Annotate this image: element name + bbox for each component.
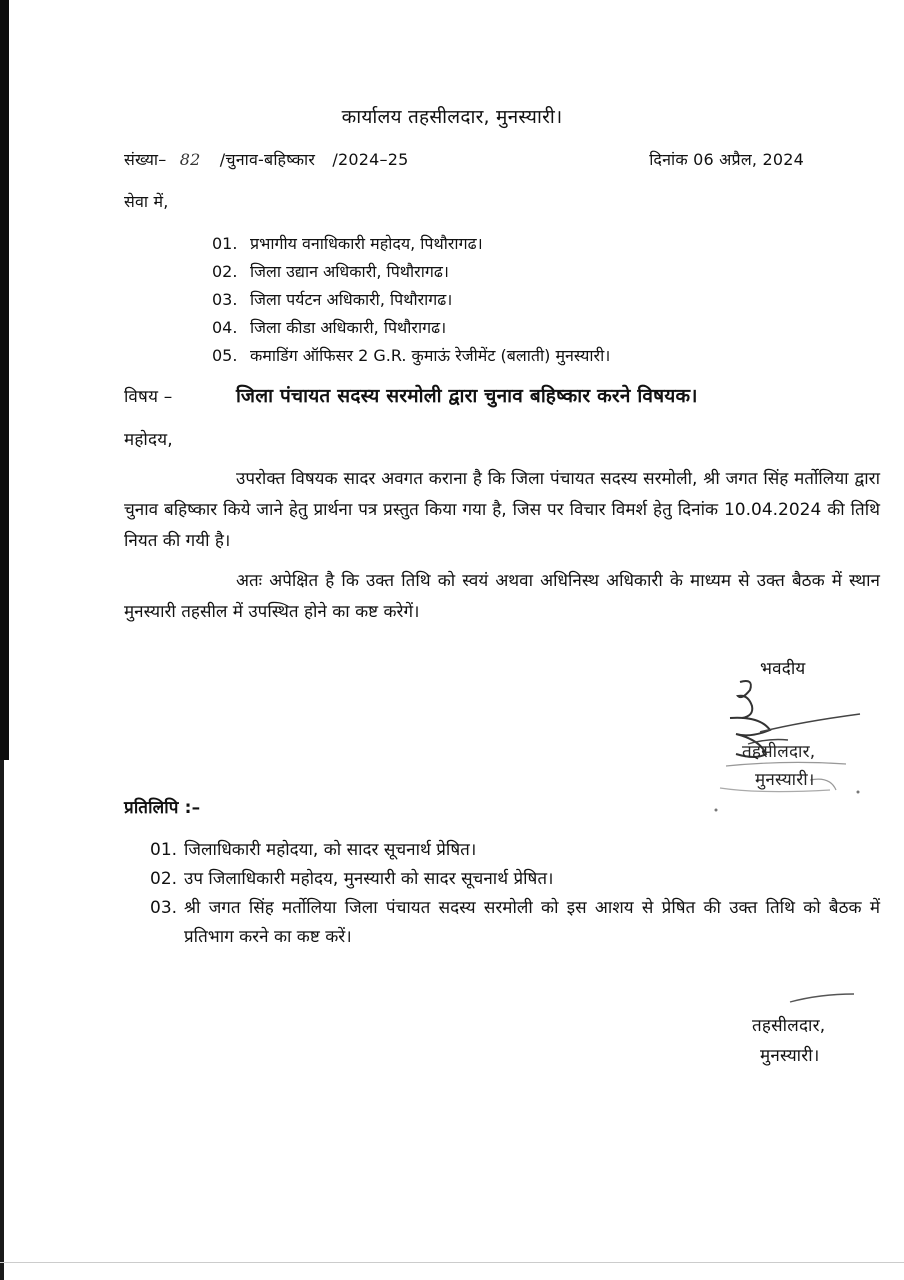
- signature-place: मुनस्यारी।: [755, 770, 815, 790]
- signature-stroke: [786, 990, 858, 1006]
- subject-line: [124, 384, 698, 409]
- body-paragraph-1: उपरोक्त विषयक सादर अवगत कराना है कि जिला पंचायत सदस्य सरमोली, श्री जगत सिंह मर्तोलिया द्वारा चुनाव बहिष्कार किये जाने हेतु प्रार्थना पत्र प्रस्तुत किया गया है, जिस पर विचार विमर्श हेतु दिनांक 10.04.2024 की तिथि नियत की गयी है।: [124, 469, 880, 551]
- reference-prefix: संख्या–: [124, 150, 167, 169]
- list-item: 03. जिला पर्यटन अधिकारी, पिथौरागढ।: [212, 290, 453, 309]
- list-item: 03. श्री जगत सिंह मर्तोलिया जिला पंचायत सदस्य सरमोली को इस आशय से प्रेषित की उक्त तिथि को बैठक में प्रतिभाग करने का कष्ट करें।: [150, 898, 880, 947]
- reference-year: /2024–25: [332, 150, 409, 169]
- signature-title: तहसीलदार,: [742, 742, 816, 762]
- page-bottom-edge: [0, 1262, 904, 1263]
- reference-number: 82: [179, 150, 201, 169]
- body-paragraph-2: अतः अपेक्षित है कि उक्त तिथि को स्वयं अथवा अधिनिस्थ अधिकारी के माध्यम से उक्त बैठक में स्थान मुनस्यारी तहसील में उपस्थित होने का कष्ट करेगें।: [124, 571, 880, 622]
- office-heading: कार्यालय तहसीलदार, मुनस्यारी।: [341, 106, 563, 128]
- closing-text: भवदीय: [760, 659, 806, 679]
- letter-date: दिनांक 06 अप्रैल, 2024: [649, 150, 804, 169]
- list-item: 01. जिलाधिकारी महोदया, को सादर सूचनार्थ प्रेषित।: [150, 840, 477, 860]
- copy-to-label: प्रतिलिपि :–: [124, 798, 201, 818]
- reference-subject-code: /चुनाव-बहिष्कार: [219, 150, 316, 169]
- final-signature-place: मुनस्यारी।: [760, 1046, 820, 1066]
- list-item: 04. जिला कीडा अधिकारी, पिथौरागढ।: [212, 318, 447, 337]
- list-item: 02. उप जिलाधिकारी महोदय, मुनस्यारी को सादर सूचनार्थ प्रेषित।: [150, 869, 554, 889]
- list-item: 05. कमाडिंग ऑफिसर 2 G.R. कुमाऊं रेजीमेंट (बलाती) मुनस्यारी।: [212, 346, 611, 365]
- subject-label: विषय –: [124, 387, 173, 407]
- reference-line: [124, 148, 804, 172]
- list-item: 02. जिला उद्यान अधिकारी, पिथौरागढ।: [212, 262, 449, 281]
- salutation-to: सेवा में,: [124, 192, 169, 211]
- copy-list: [150, 836, 880, 952]
- final-signature-title: तहसीलदार,: [752, 1016, 826, 1036]
- list-item: 01. प्रभागीय वनाधिकारी महोदय, पिथौरागढ।: [212, 234, 483, 253]
- greeting: महोदय,: [124, 430, 173, 450]
- subject-text: जिला पंचायत सदस्य सरमोली द्वारा चुनाव बहिष्कार करने विषयक।: [236, 385, 698, 407]
- recipient-list: [212, 230, 610, 370]
